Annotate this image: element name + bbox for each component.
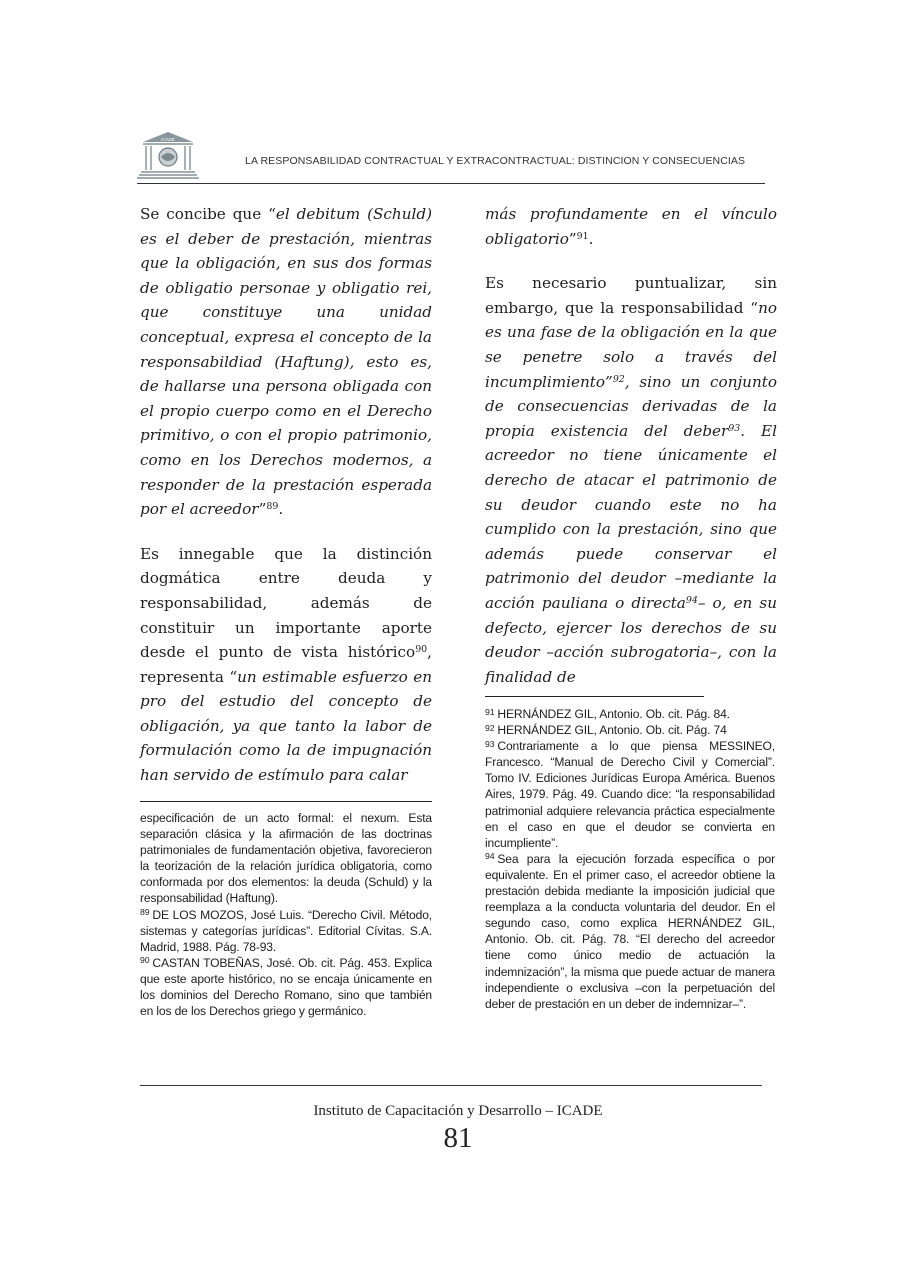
running-header-title: LA RESPONSABILIDAD CONTRACTUAL Y EXTRACONTRACTUAL: DISTINCION Y CONSECUENCIAS <box>245 155 746 167</box>
paragraph-schuld-haftung: Se concibe que “el debitum (Schuld) es el deber de prestación, mientras que la obligación, en sus dos formas de obligatio personae y obligatio rei, que constituye una unidad conceptual, expresa el concepto de la responsabildiad (Haftung), esto es, de hallarse una persona obligada con el propio cuerpo como en el Derecho primitivo, o con el propio patrimonio, como en los Derechos modernos, a responder de la prestación esperada por el acreedor”$^{89}$. <box>140 205 433 519</box>
footnote-ref-91[interactable]: 91 <box>576 230 589 242</box>
footnote-ref-89[interactable]: 89 <box>266 500 279 512</box>
footnote-ref-93[interactable]: 93 <box>728 422 741 434</box>
footnotes-left <box>140 810 432 1019</box>
footnote-ref-90[interactable]: 90 <box>415 643 428 655</box>
footer-institution: Instituto de Capacitación y Desarrollo – ICADE <box>313 1103 603 1119</box>
footnote-ref-92[interactable]: 92 <box>612 373 625 385</box>
footnote-rule-left <box>140 801 432 802</box>
paragraph-distincion-dogmatica: Es innegable que la distinción dogmática entre deuda y responsabilidad, además de constituir un importante aporte desde el punto de vista histórico$^{90}$, representa “un estimable esfuerzo en pro del estudio del concepto de obligación, ya que tanto la labor de formulación como la de impugnación han servido de estímulo para calar <box>140 544 432 785</box>
footnote-94: $^{94}$ Sea para la ejecución forzada específica o por equivalente. En el primer caso, el acreedor obtiene la prestación debida mediante la imposición judicial que reemplaza a la conducta voluntaria del deudor. En el segundo caso, como explica HERNÁNDEZ GIL, Antonio. Ob. cit. Pág. 78. “El derecho del acreedor tiene como único medio de actuación la indemnización”, la misma que puede actuar de manera independiente o exclusiva –con la perpetuación del deber de prestación en un deber de indemnizar–”. <box>485 851 775 1011</box>
svg-text:ICADE: ICADE <box>161 137 175 142</box>
footnote-93: $^{93}$ Contrariamente a lo que piensa MESSINEO, Francesco. “Manual de Derecho Civil y Comercial”. Tomo IV. Ediciones Jurídicas Europa América. Buenos Aires, 1979. Pág. 49. Cuando dice: “la responsabilidad patrimonial adquiere relevancia práctica especialmente en el caso en que el deudor se convierta en incumpliente”. <box>485 738 775 850</box>
footnote-91: $^{91}$ HERNÁNDEZ GIL, Antonio. Ob. cit. Pág. 84. <box>485 706 730 721</box>
footnote-89: $^{89}$ DE LOS MOZOS, José Luis. “Derecho Civil. Método, sistemas y categorías jurídicas”. Editorial Cívitas. S.A. Madrid, 1988. Pág. 78-93. <box>140 907 432 954</box>
header-rule <box>137 183 765 184</box>
right-column <box>485 202 777 709</box>
icade-logo <box>137 130 199 180</box>
paragraph-vinculo-obligatorio: más profundamente en el vínculo obligatorio”$^{91}$. <box>485 205 777 248</box>
footer-rule <box>140 1085 762 1086</box>
page-number: 81 <box>443 1122 473 1154</box>
footnote-92: $^{92}$ HERNÁNDEZ GIL, Antonio. Ob. cit. Pág. 74 <box>485 722 727 738</box>
footnote-ref-94[interactable]: 94 <box>685 594 698 606</box>
paragraph-puntualizar: Es necesario puntualizar, sin embargo, que la responsabilidad “no es una fase de la obligación en la que se penetre solo a través del incumplimiento”$^{92}$, sino un conjunto de consecuencias derivadas de la propia existencia del deber$^{93}$. El acreedor no tiene únicamente el derecho de atacar el patrimonio de su deudor cuando este no ha cumplido con la prestación, sino que además puede conservar el patrimonio del deudor –mediante la acción pauliana o directa$^{94}$– o, en su defecto, ejercer los derechos de su deudor –acción subrogatoria–, con la finalidad de <box>485 274 777 686</box>
footnote-rule-right <box>485 696 704 697</box>
footnote-90: $^{90}$ CASTAN TOBEÑAS, José. Ob. cit. Pág. 453. Explica que este aporte histórico, no se encaja únicamente en los dominios del Derecho Romano, sino que también en los de los Derechos griego y germánico. <box>140 955 432 1019</box>
left-column <box>140 202 432 808</box>
footnote-continuation: especificación de un acto formal: el nexum. Esta separación clásica y la afirmación de las doctrinas patrimoniales de fundamentación objetiva, favorecieron la teorización de la relación jurídica obligatoria, como conformada por dos elementos: la deuda (Schuld) y la responsabilidad (Haftung). <box>140 811 432 906</box>
footnotes-right <box>485 706 775 1012</box>
